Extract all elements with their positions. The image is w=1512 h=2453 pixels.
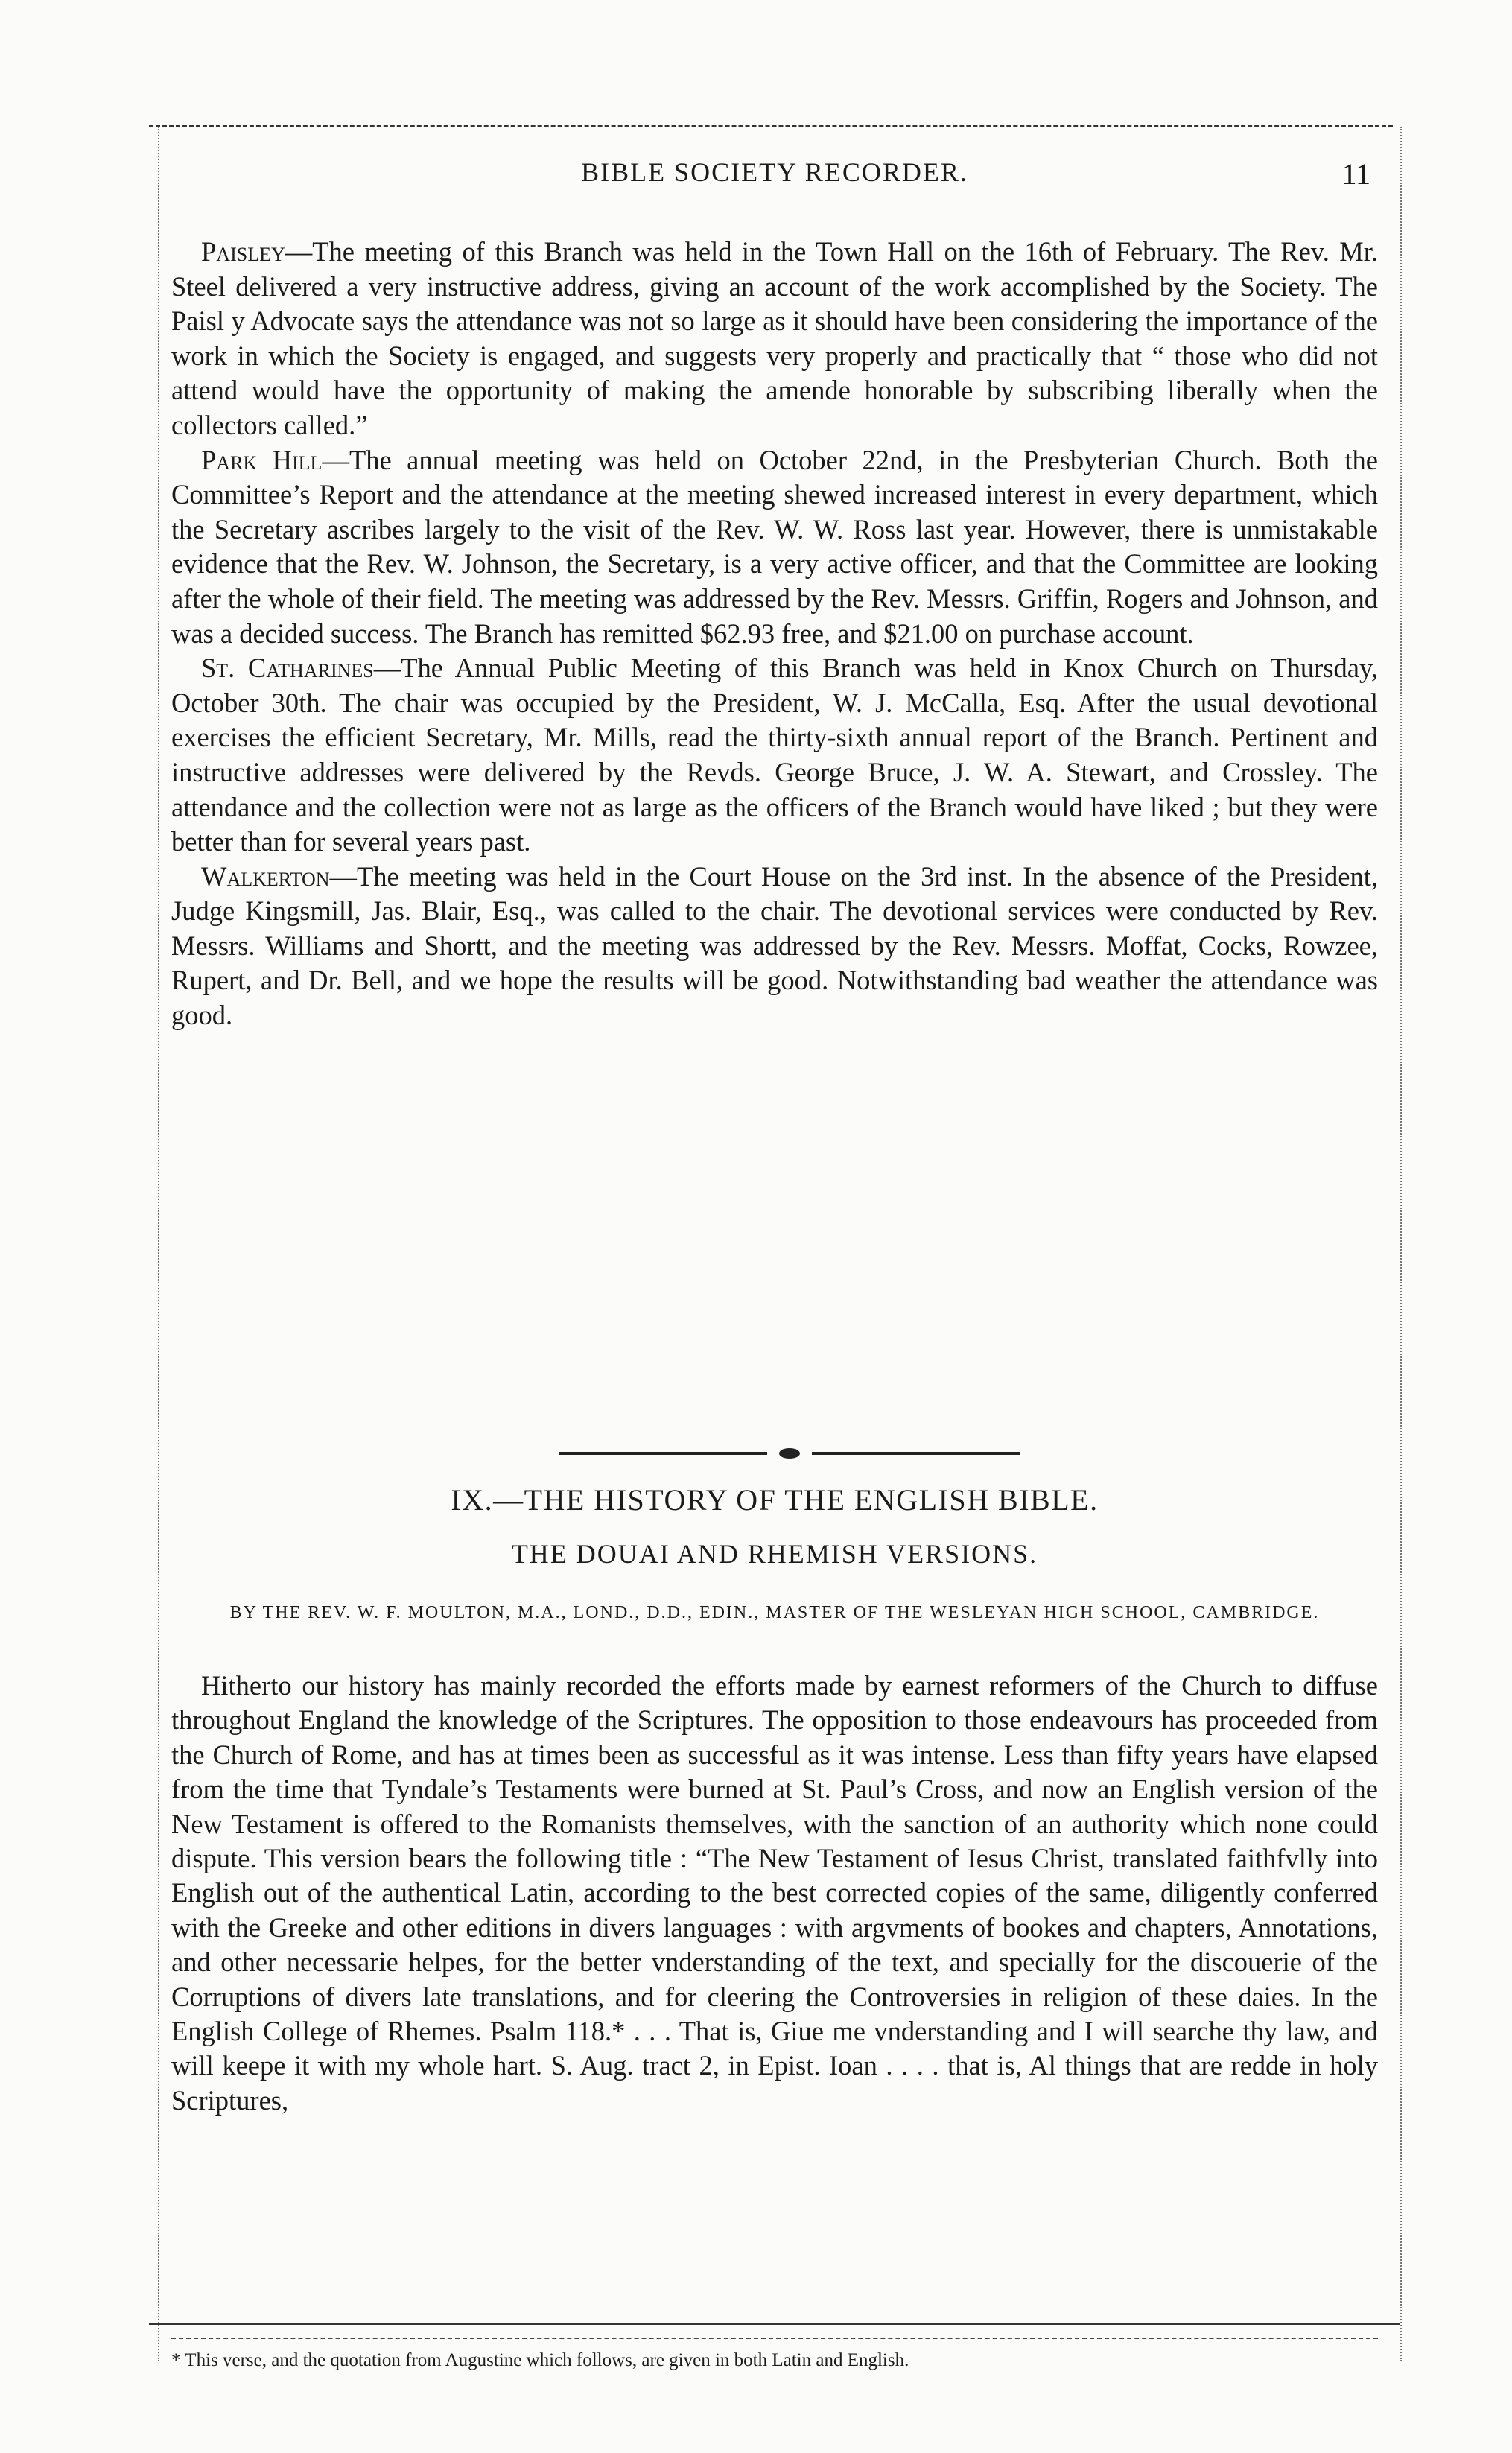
branch-paragraph-park-hill (171, 443, 1378, 652)
article-subheading: THE DOUAI AND RHEMISH VERSIONS. (511, 1539, 1038, 1569)
divider-bar-right (812, 1452, 1020, 1455)
branch-paragraph-walkerton (171, 860, 1378, 1033)
branch-text: —The meeting of this Branch was held in the Town Hall on the 16th of February. The Rev. Mr. Steel delivered a very instructive address, giving an account of the work accomplished by the Society. The Paisl y Advocate says the attendance was not so large as it should have been considering the importance of the work in which the Society is engaged, and suggests very properly and practically that “ those who did not attend would have the opportunity of making the amende honorable by subscribing liberally when the collectors called.” (171, 236, 1378, 440)
divider-center-ornament (779, 1448, 800, 1459)
footnote-rule (171, 2338, 1378, 2339)
article-body (171, 1669, 1378, 2118)
branch-paragraph-st-catharines (171, 651, 1378, 860)
running-header (171, 156, 1378, 201)
branch-text: —The annual meeting was held on October 22nd, in the Presbyterian Church. Both the Committee’s Report and the attendance at the meeting shewed increased interest in every department, which the Secretary ascribes largely to the visit of the Rev. W. W. Ross last year. However, there is unmistakable evidence that the Rev. W. Johnson, the Secretary, is a very active officer, and that the Committee are looking after the whole of their field. The meeting was addressed by the Rev. Messrs. Griffin, Rogers and Johnson, and was a decided success. The Branch has remitted $62.93 free, and $21.00 on purchase account. (171, 444, 1378, 649)
footnote: * This verse, and the quotation from Augustine which follows, are given in both Latin and English. (171, 2350, 909, 2370)
branch-reports (171, 235, 1378, 1033)
branch-text: —The meeting was held in the Court House on the 3rd inst. In the absence of the President, Judge Kingsmill, Jas. Blair, Esq., was called to the chair. The devotional services were conducted by Rev. Messrs. Williams and Shortt, and the meeting was addressed by the Rev. Messrs. Moffat, Cocks, Rowzee, Rupert, and Dr. Bell, and we hope the results will be good. Notwithstanding bad weather the attendance was good. (171, 860, 1378, 1031)
divider-bar-left (559, 1452, 767, 1455)
running-title: BIBLE SOCIETY RECORDER. (581, 157, 968, 187)
page-number: 11 (1341, 157, 1370, 191)
left-margin-line (158, 127, 159, 2361)
article-byline: BY THE REV. W. F. MOULTON, M.A., LOND., D.D., EDIN., MASTER OF THE WESLEYAN HIGH SCHOOL, CAMBRIDGE. (229, 1603, 1320, 1622)
top-rule (149, 125, 1393, 127)
bottom-rule (149, 2323, 1400, 2325)
branch-name: Paisley (201, 236, 285, 267)
branch-paragraph-paisley (171, 235, 1378, 443)
article-heading: IX.—THE HISTORY OF THE ENGLISH BIBLE. (451, 1483, 1099, 1517)
article-paragraph: Hitherto our history has mainly recorded the efforts made by earnest reformers of the Church to diffuse throughout England the knowledge of the Scriptures. The opposition to those endeavours has proceeded from the Church of Rome, and has at times been as successful as it was intense. Less than fifty years have elapsed from the time that Tyndale’s Testaments were burned at St. Paul’s Cross, and now an English version of the New Testament is offered to the Romanists themselves, with the sanction of an authority which none could dispute. This version bears the following title : “The New Testament of Iesus Christ, translated faithfvlly into English out of the authentical Latin, according to the best corrected copies of the same, diligently conferred with the Greeke and other editions in divers languages : with argvments of bookes and chapters, Annotations, and other necessarie helpes, for the better vnderstanding of the text, and specially for the discouerie of the Corruptions of divers late translations, and for cleering the Controversies in religion of these daies. In the English College of Rhemes. Psalm 118.* . . . That is, Giue me vnderstanding and I will searche thy law, and will keepe it with my whole hart. S. Aug. tract 2, in Epist. Ioan . . . . that is, Al things that are redde in holy Scriptures, (171, 1670, 1378, 2116)
section-divider-ornament (559, 1447, 1020, 1459)
branch-name: St. Catharines (201, 653, 374, 684)
branch-text: —The Annual Public Meeting of this Branch was held in Knox Church on Thursday, October 30th. The chair was occupied by the President, W. J. McCalla, Esq. After the usual devotional exercises the efficient Secretary, Mr. Mills, read the thirty-sixth annual report of the Branch. Pertinent and instructive addresses were delivered by the Revds. George Bruce, J. W. A. Stewart, and Crossley. The attendance and the collection were not as large as the officers of the Branch would have liked ; but they were better than for several years past. (171, 653, 1378, 857)
branch-name: Park Hill (201, 444, 323, 475)
branch-name: Walkerton (201, 860, 330, 892)
right-margin-line (1400, 127, 1402, 2361)
